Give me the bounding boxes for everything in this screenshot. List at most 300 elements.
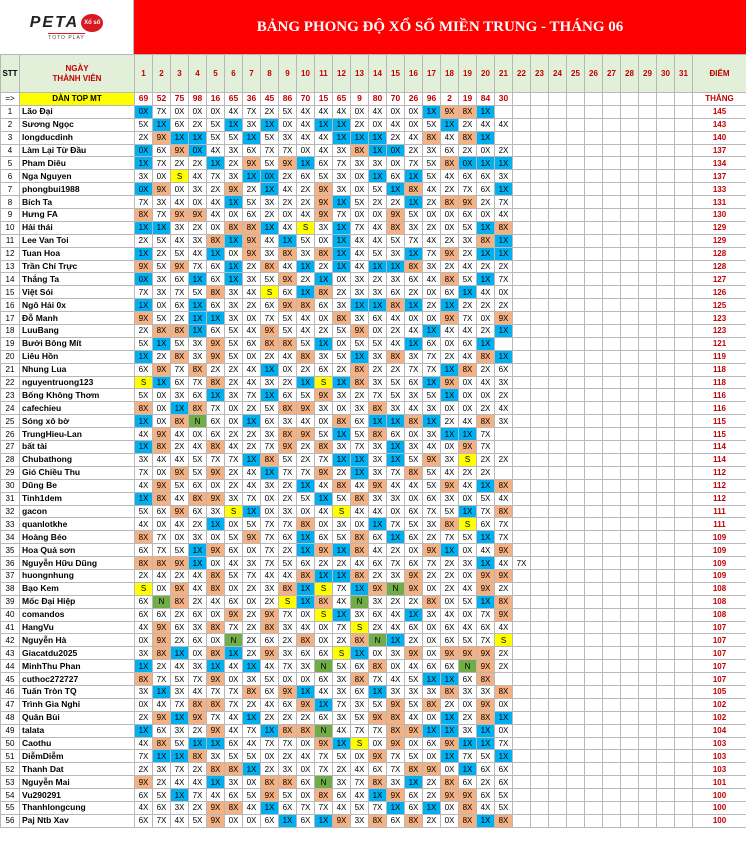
table-row	[1, 312, 746, 325]
row-day-cell: 2X	[477, 453, 495, 466]
row-day-cell: 5X	[369, 337, 387, 350]
header-day: 22	[513, 55, 531, 93]
row-member-name: Lão Đại	[20, 105, 135, 118]
row-day-cell: 7X	[171, 698, 189, 711]
row-day-cell	[513, 402, 531, 415]
row-day-cell: 8X	[459, 131, 477, 144]
row-day-cell: 0X	[189, 144, 207, 157]
header-day: 28	[621, 55, 639, 93]
table-row	[1, 363, 746, 376]
row-day-cell: 4X	[351, 557, 369, 570]
row-day-cell: 7X	[459, 312, 477, 325]
row-day-cell: 2X	[297, 441, 315, 454]
row-day-cell: 0X	[315, 312, 333, 325]
row-day-cell: 0X	[261, 505, 279, 518]
row-day-cell: 8X	[207, 286, 225, 299]
row-day-cell: 0X	[135, 698, 153, 711]
row-day-cell: 3X	[405, 389, 423, 402]
row-day-cell	[675, 776, 693, 789]
table-row	[1, 673, 746, 686]
row-day-cell	[549, 105, 567, 118]
row-day-cell: 8X	[207, 647, 225, 660]
row-day-cell	[603, 376, 621, 389]
row-day-cell	[621, 105, 639, 118]
row-day-cell: 9X	[315, 183, 333, 196]
row-day-cell: 8X	[135, 557, 153, 570]
row-day-cell	[585, 479, 603, 492]
row-day-cell	[639, 337, 657, 350]
row-day-cell	[657, 763, 675, 776]
row-day-cell: 9X	[279, 685, 297, 698]
row-day-cell	[603, 363, 621, 376]
row-day-cell: 4X	[477, 801, 495, 814]
row-day-cell: 1X	[495, 247, 513, 260]
row-day-cell	[585, 737, 603, 750]
row-day-cell: 6X	[261, 685, 279, 698]
row-day-cell: 0X	[351, 209, 369, 222]
row-day-cell	[567, 814, 585, 827]
row-day-cell: 7X	[477, 505, 495, 518]
row-day-cell: 8X	[369, 814, 387, 827]
row-day-cell	[567, 273, 585, 286]
row-day-cell	[657, 801, 675, 814]
row-day-cell: 0X	[423, 582, 441, 595]
row-day-cell: 5X	[387, 376, 405, 389]
row-day-cell	[639, 376, 657, 389]
row-day-cell	[513, 170, 531, 183]
row-day-cell: N	[315, 660, 333, 673]
row-day-cell: 2X	[279, 544, 297, 557]
row-day-cell: 1X	[171, 750, 189, 763]
row-day-cell: 9X	[315, 196, 333, 209]
row-day-cell: 7X	[495, 518, 513, 531]
row-day-cell: 9X	[405, 582, 423, 595]
row-day-cell: 6X	[441, 286, 459, 299]
row-day-cell	[621, 647, 639, 660]
row-day-cell	[549, 711, 567, 724]
row-stt: 12	[1, 247, 20, 260]
row-day-cell	[567, 750, 585, 763]
row-day-cell: 2X	[261, 105, 279, 118]
row-day-cell	[621, 505, 639, 518]
row-day-cell	[603, 582, 621, 595]
row-day-cell	[513, 814, 531, 827]
row-day-cell: 0X	[153, 402, 171, 415]
row-day-cell: 5X	[423, 157, 441, 170]
row-day-cell: 0X	[351, 518, 369, 531]
header-day: 21	[495, 55, 513, 93]
row-day-cell	[621, 363, 639, 376]
row-day-cell: 1X	[387, 260, 405, 273]
row-day-cell: 1X	[369, 415, 387, 428]
row-day-cell: 0X	[387, 157, 405, 170]
row-day-cell: 2X	[387, 325, 405, 338]
row-day-cell	[531, 247, 549, 260]
row-day-cell	[639, 325, 657, 338]
row-day-cell	[639, 557, 657, 570]
top-row-value	[657, 93, 675, 106]
row-day-cell: 6X	[369, 763, 387, 776]
row-score: 143	[693, 118, 746, 131]
row-day-cell: 2X	[405, 595, 423, 608]
row-day-cell: 0X	[153, 518, 171, 531]
row-day-cell	[549, 479, 567, 492]
row-day-cell	[585, 105, 603, 118]
row-day-cell	[621, 325, 639, 338]
table-row	[1, 209, 746, 222]
row-day-cell	[549, 724, 567, 737]
row-day-cell: 9X	[441, 247, 459, 260]
row-day-cell: 1X	[135, 247, 153, 260]
row-day-cell	[549, 209, 567, 222]
row-day-cell: 4X	[423, 183, 441, 196]
row-day-cell: 4X	[135, 737, 153, 750]
row-day-cell: 4X	[243, 325, 261, 338]
row-day-cell: 6X	[153, 608, 171, 621]
row-day-cell	[531, 814, 549, 827]
row-day-cell	[513, 234, 531, 247]
row-day-cell: 0X	[207, 634, 225, 647]
row-day-cell: 2X	[279, 634, 297, 647]
row-day-cell: 1X	[333, 608, 351, 621]
row-day-cell: 8X	[477, 673, 495, 686]
row-day-cell: 4X	[315, 131, 333, 144]
row-day-cell: 1X	[189, 299, 207, 312]
row-day-cell: 2X	[477, 402, 495, 415]
top-row-value: 45	[261, 93, 279, 106]
row-day-cell	[621, 144, 639, 157]
row-day-cell	[585, 350, 603, 363]
row-day-cell: 8X	[297, 350, 315, 363]
row-day-cell: 5X	[333, 325, 351, 338]
row-day-cell: 9X	[441, 789, 459, 802]
row-day-cell: 0X	[135, 105, 153, 118]
row-day-cell	[585, 595, 603, 608]
header-day: 2	[153, 55, 171, 93]
row-day-cell: 0X	[315, 234, 333, 247]
row-day-cell: 5X	[405, 453, 423, 466]
row-day-cell	[603, 801, 621, 814]
table-row	[1, 660, 746, 673]
row-day-cell: 9X	[261, 325, 279, 338]
row-stt: 47	[1, 698, 20, 711]
row-day-cell	[513, 221, 531, 234]
row-day-cell: 2X	[279, 750, 297, 763]
row-day-cell: 8X	[243, 685, 261, 698]
row-day-cell	[675, 647, 693, 660]
row-day-cell	[531, 363, 549, 376]
table-row	[1, 415, 746, 428]
row-day-cell: 4X	[189, 569, 207, 582]
row-day-cell: 0X	[189, 647, 207, 660]
row-day-cell: 2X	[423, 531, 441, 544]
row-day-cell	[567, 801, 585, 814]
row-day-cell: 5X	[279, 557, 297, 570]
top-row-value	[531, 93, 549, 106]
row-day-cell: 5X	[315, 170, 333, 183]
row-day-cell: 3X	[297, 660, 315, 673]
row-day-cell: 4X	[243, 376, 261, 389]
row-day-cell: 6X	[243, 337, 261, 350]
row-day-cell: 5X	[351, 428, 369, 441]
row-day-cell: 9X	[171, 505, 189, 518]
top-row-value: 2	[441, 93, 459, 106]
row-day-cell: 8X	[279, 724, 297, 737]
row-day-cell: 6X	[135, 595, 153, 608]
row-day-cell: 8X	[315, 286, 333, 299]
table-row	[1, 105, 746, 118]
row-day-cell	[675, 144, 693, 157]
row-member-name: huongnhung	[20, 569, 135, 582]
row-score: 107	[693, 673, 746, 686]
row-day-cell: 1X	[135, 157, 153, 170]
row-day-cell: 7X	[261, 441, 279, 454]
row-day-cell: 1X	[261, 118, 279, 131]
row-day-cell	[495, 428, 513, 441]
row-day-cell: 1X	[351, 453, 369, 466]
row-day-cell	[621, 801, 639, 814]
row-day-cell: 5X	[477, 492, 495, 505]
row-day-cell: 8X	[207, 698, 225, 711]
row-day-cell: 3X	[387, 273, 405, 286]
row-day-cell: 0X	[459, 157, 477, 170]
row-day-cell: 2X	[459, 466, 477, 479]
row-day-cell: 4X	[477, 118, 495, 131]
row-day-cell: 5X	[423, 170, 441, 183]
standings-table	[0, 54, 746, 828]
row-day-cell: 1X	[297, 479, 315, 492]
row-day-cell	[531, 221, 549, 234]
row-day-cell: 3X	[171, 221, 189, 234]
row-score: 104	[693, 724, 746, 737]
row-day-cell	[531, 118, 549, 131]
row-day-cell	[585, 505, 603, 518]
row-day-cell: 8X	[261, 776, 279, 789]
row-day-cell: 5X	[297, 234, 315, 247]
row-day-cell	[603, 415, 621, 428]
row-day-cell: 0X	[423, 711, 441, 724]
row-day-cell	[639, 131, 657, 144]
table-row	[1, 350, 746, 363]
row-day-cell: 8X	[351, 544, 369, 557]
row-day-cell	[531, 196, 549, 209]
row-day-cell	[675, 363, 693, 376]
row-day-cell: 1X	[441, 724, 459, 737]
row-day-cell: 6X	[477, 183, 495, 196]
table-row	[1, 441, 746, 454]
row-day-cell	[585, 557, 603, 570]
row-day-cell: 2X	[333, 557, 351, 570]
row-day-cell: 5X	[261, 673, 279, 686]
row-day-cell: 0X	[405, 737, 423, 750]
row-score: 140	[693, 131, 746, 144]
row-day-cell: 2X	[279, 492, 297, 505]
row-day-cell	[531, 131, 549, 144]
row-day-cell: 2X	[225, 466, 243, 479]
row-day-cell	[567, 634, 585, 647]
row-day-cell	[567, 737, 585, 750]
row-day-cell: 0X	[243, 350, 261, 363]
row-day-cell	[657, 196, 675, 209]
row-day-cell: 3X	[225, 492, 243, 505]
row-day-cell: 9X	[495, 544, 513, 557]
row-day-cell	[567, 183, 585, 196]
row-day-cell: 1X	[315, 492, 333, 505]
row-day-cell: 7X	[153, 544, 171, 557]
row-day-cell: 2X	[171, 312, 189, 325]
row-day-cell: 4X	[225, 105, 243, 118]
row-day-cell: 3X	[495, 376, 513, 389]
row-day-cell: 0X	[261, 170, 279, 183]
row-day-cell: 3X	[171, 389, 189, 402]
row-day-cell: 9X	[441, 647, 459, 660]
row-day-cell: 4X	[171, 660, 189, 673]
row-day-cell	[621, 608, 639, 621]
row-score: 131	[693, 196, 746, 209]
row-day-cell: 5X	[423, 118, 441, 131]
row-day-cell: 8X	[495, 505, 513, 518]
row-day-cell: 5X	[189, 814, 207, 827]
row-day-cell: 0X	[153, 582, 171, 595]
row-day-cell: 2X	[495, 299, 513, 312]
row-day-cell	[513, 337, 531, 350]
row-day-cell	[675, 234, 693, 247]
row-day-cell	[513, 685, 531, 698]
row-day-cell	[675, 415, 693, 428]
row-day-cell: 4X	[351, 789, 369, 802]
row-day-cell	[513, 312, 531, 325]
row-day-cell: S	[315, 582, 333, 595]
row-day-cell	[675, 286, 693, 299]
row-day-cell: 3X	[423, 518, 441, 531]
row-day-cell	[531, 299, 549, 312]
row-day-cell: N	[351, 595, 369, 608]
row-day-cell: 0X	[207, 479, 225, 492]
row-score: 133	[693, 183, 746, 196]
row-day-cell	[639, 569, 657, 582]
row-day-cell: 2X	[477, 363, 495, 376]
row-day-cell: 6X	[423, 660, 441, 673]
row-day-cell	[621, 685, 639, 698]
row-day-cell: 1X	[261, 183, 279, 196]
row-day-cell: 4X	[459, 350, 477, 363]
header-day: 1	[135, 55, 153, 93]
row-day-cell: 6X	[171, 273, 189, 286]
row-day-cell	[621, 673, 639, 686]
row-day-cell: 2X	[243, 402, 261, 415]
row-day-cell: 4X	[207, 789, 225, 802]
row-day-cell	[657, 634, 675, 647]
row-day-cell	[621, 131, 639, 144]
row-day-cell: 9X	[477, 647, 495, 660]
row-day-cell	[621, 299, 639, 312]
row-stt: 27	[1, 441, 20, 454]
row-day-cell: 4X	[153, 453, 171, 466]
row-day-cell	[675, 634, 693, 647]
table-row	[1, 750, 746, 763]
row-day-cell: 4X	[207, 196, 225, 209]
row-day-cell: 1X	[171, 402, 189, 415]
row-day-cell	[639, 801, 657, 814]
header-day: 30	[657, 55, 675, 93]
top-row-value: 80	[369, 93, 387, 106]
row-day-cell: 3X	[369, 453, 387, 466]
row-day-cell: 2X	[189, 595, 207, 608]
row-day-cell: 3X	[405, 441, 423, 454]
row-day-cell: 7X	[333, 698, 351, 711]
row-day-cell	[513, 183, 531, 196]
row-stt: 9	[1, 209, 20, 222]
row-day-cell: 1X	[477, 131, 495, 144]
row-day-cell: 2X	[243, 698, 261, 711]
row-day-cell	[675, 711, 693, 724]
row-day-cell: 1X	[351, 466, 369, 479]
row-day-cell: 8X	[387, 350, 405, 363]
row-day-cell: 4X	[459, 582, 477, 595]
row-day-cell: 3X	[333, 441, 351, 454]
row-day-cell: 0X	[243, 814, 261, 827]
row-day-cell	[513, 363, 531, 376]
row-day-cell: 2X	[387, 544, 405, 557]
row-score: 100	[693, 801, 746, 814]
row-day-cell: 4X	[315, 105, 333, 118]
row-day-cell	[639, 647, 657, 660]
row-day-cell	[585, 221, 603, 234]
row-day-cell: 8X	[351, 376, 369, 389]
row-day-cell: 1X	[351, 647, 369, 660]
row-day-cell	[675, 698, 693, 711]
row-day-cell	[585, 647, 603, 660]
row-day-cell: 3X	[423, 144, 441, 157]
row-day-cell: 3X	[351, 698, 369, 711]
row-day-cell	[639, 389, 657, 402]
row-day-cell: 9X	[243, 234, 261, 247]
row-day-cell: S	[351, 621, 369, 634]
row-day-cell	[657, 389, 675, 402]
row-member-name: longducdinh	[20, 131, 135, 144]
row-member-name: Dũng Be	[20, 479, 135, 492]
row-day-cell	[567, 402, 585, 415]
row-day-cell: 0X	[315, 634, 333, 647]
row-score: 109	[693, 569, 746, 582]
row-day-cell: 1X	[171, 131, 189, 144]
row-day-cell: N	[315, 776, 333, 789]
row-day-cell: 3X	[459, 685, 477, 698]
row-score: 111	[693, 518, 746, 531]
row-day-cell: 4X	[135, 621, 153, 634]
row-day-cell: 3X	[369, 595, 387, 608]
row-stt: 11	[1, 234, 20, 247]
row-day-cell: 1X	[477, 337, 495, 350]
row-day-cell: 7X	[279, 466, 297, 479]
table-row	[1, 557, 746, 570]
row-day-cell: 7X	[387, 518, 405, 531]
row-member-name: Hưng FA	[20, 209, 135, 222]
row-day-cell: 2X	[459, 118, 477, 131]
row-score: 121	[693, 337, 746, 350]
row-day-cell: 4X	[315, 505, 333, 518]
row-day-cell: 2X	[189, 118, 207, 131]
row-day-cell	[657, 544, 675, 557]
row-day-cell: 3X	[135, 685, 153, 698]
row-day-cell: 9X	[387, 737, 405, 750]
row-day-cell	[513, 428, 531, 441]
row-day-cell: 6X	[207, 273, 225, 286]
row-day-cell: 0X	[207, 608, 225, 621]
row-day-cell: 6X	[225, 737, 243, 750]
row-day-cell: 3X	[225, 776, 243, 789]
row-day-cell: 9X	[189, 711, 207, 724]
